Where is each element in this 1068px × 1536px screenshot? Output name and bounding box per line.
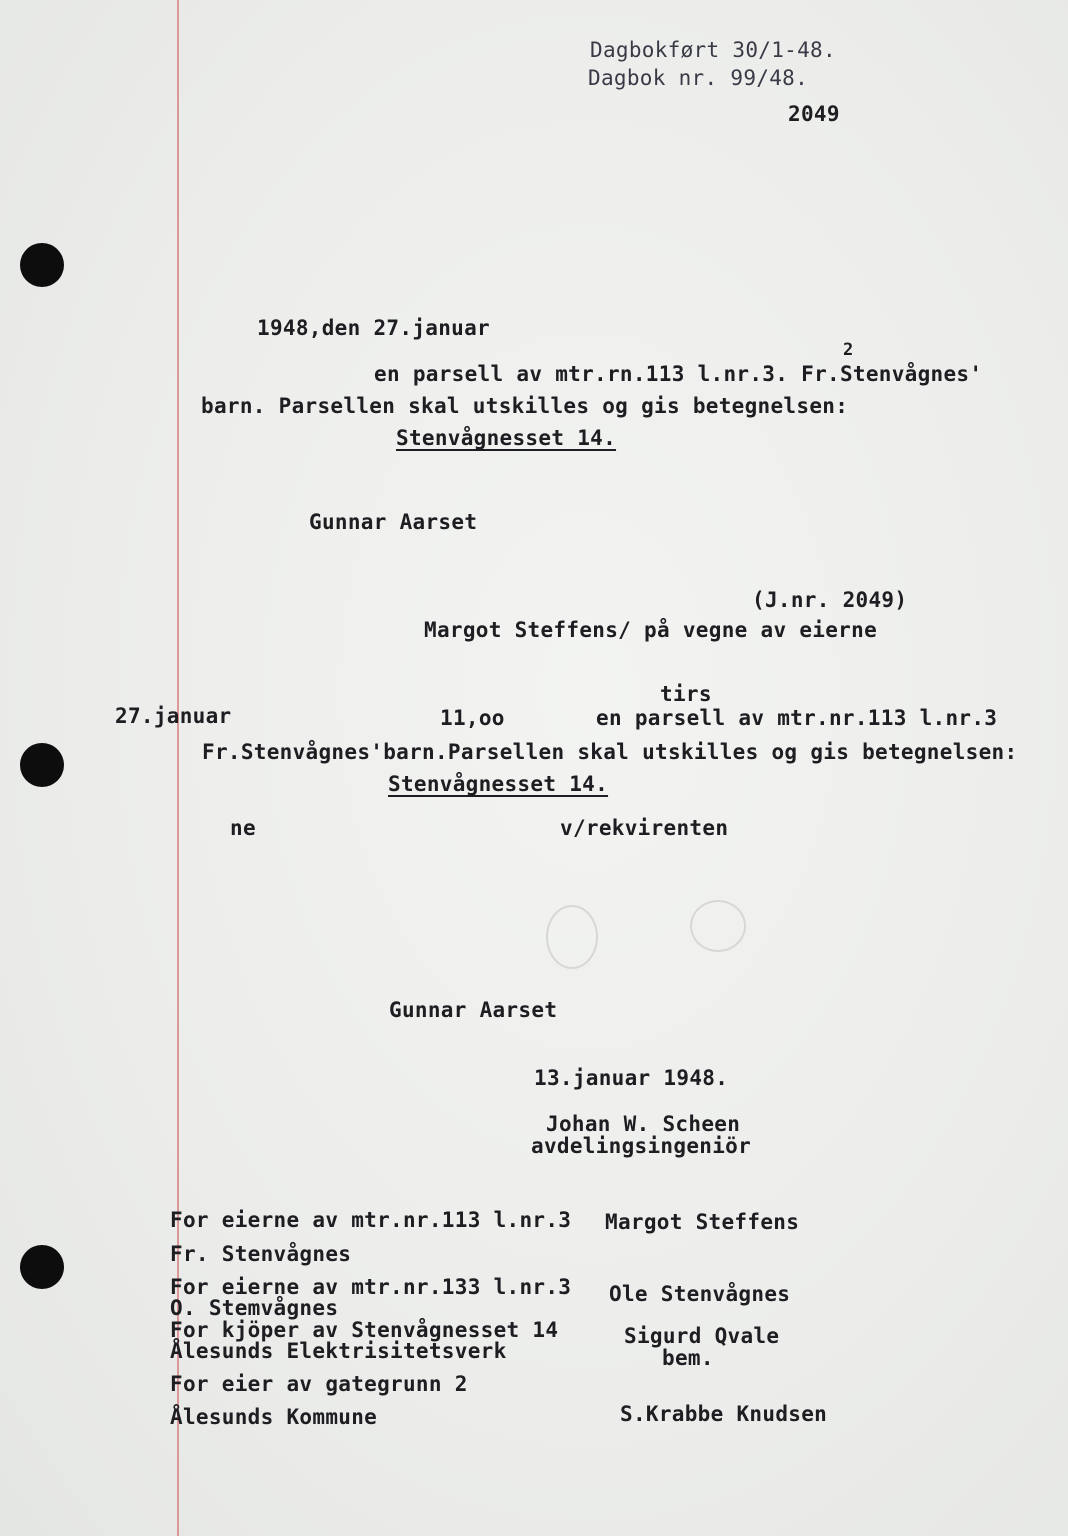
entry-date: 1948,den 27.januar [257,316,490,340]
entry2-line-2: Fr.Stenvågnes'barn.Parsellen skal utskilles og gis betegnelsen: [202,740,1018,764]
entry-designation: Stenvågnesset 14. [396,426,617,450]
signature-party-line-1: For kjöper av Stenvågnesset 14 [170,1318,559,1342]
signoff-title: avdelingsingeniör [531,1134,752,1158]
weekday: tirs [660,682,712,706]
punch-hole [20,1245,64,1289]
signature-party-line-2: Ålesunds Elektrisitetsverk [170,1339,507,1363]
entry-line-2: barn. Parsellen skal utskilles og gis betegnelsen: [201,394,849,418]
signature-party-line-1: For eierne av mtr.nr.133 l.nr.3 [170,1275,572,1299]
entry2-time: 11,oo [440,706,505,730]
journal-number: Dagbok nr. 99/48. [588,66,809,90]
buyer-name: Gunnar Aarset [309,510,478,534]
entry2-line-1: en parsell av mtr.nr.113 l.nr.3 [596,706,998,730]
faint-stamp [546,905,598,969]
insert-mark: 2 [843,340,854,360]
signature-signer: Ole Stenvågnes [609,1282,791,1306]
signature-signer: S.Krabbe Knudsen [620,1402,828,1426]
signature-party-line-1: For eierne av mtr.nr.113 l.nr.3 [170,1208,572,1232]
signature-party-line-2: O. Stemvågnes [170,1296,339,1320]
faint-stamp [690,900,746,952]
journal-reference: (J.nr. 2049) [752,588,908,612]
punch-hole [20,243,64,287]
signature-party-line-2: Ålesunds Kommune [170,1405,378,1429]
signoff-name: Johan W. Scheen [546,1112,741,1136]
document-number: 2049 [788,102,840,126]
requester: v/rekvirenten [560,816,729,840]
representative: Margot Steffens/ på vegne av eierne [424,618,878,642]
signature-signer: Sigurd Qvale [624,1324,780,1348]
punch-hole [20,743,64,787]
entry-line-1: en parsell av mtr.rn.113 l.nr.3. Fr.Stenvågnes' [374,362,983,386]
note-ne: ne [230,816,256,840]
signature-party-line-2: Fr. Stenvågnes [170,1242,352,1266]
entry2-date: 27.januar [115,704,232,728]
signature-party-line-1: For eier av gategrunn 2 [170,1372,468,1396]
buyer-name-2: Gunnar Aarset [389,998,558,1022]
signature-note: bem. [662,1346,714,1370]
signoff-date: 13.januar 1948. [534,1066,729,1090]
registered-date: Dagbokført 30/1-48. [590,38,836,62]
entry2-designation: Stenvågnesset 14. [388,772,609,796]
signature-signer: Margot Steffens [605,1210,800,1234]
